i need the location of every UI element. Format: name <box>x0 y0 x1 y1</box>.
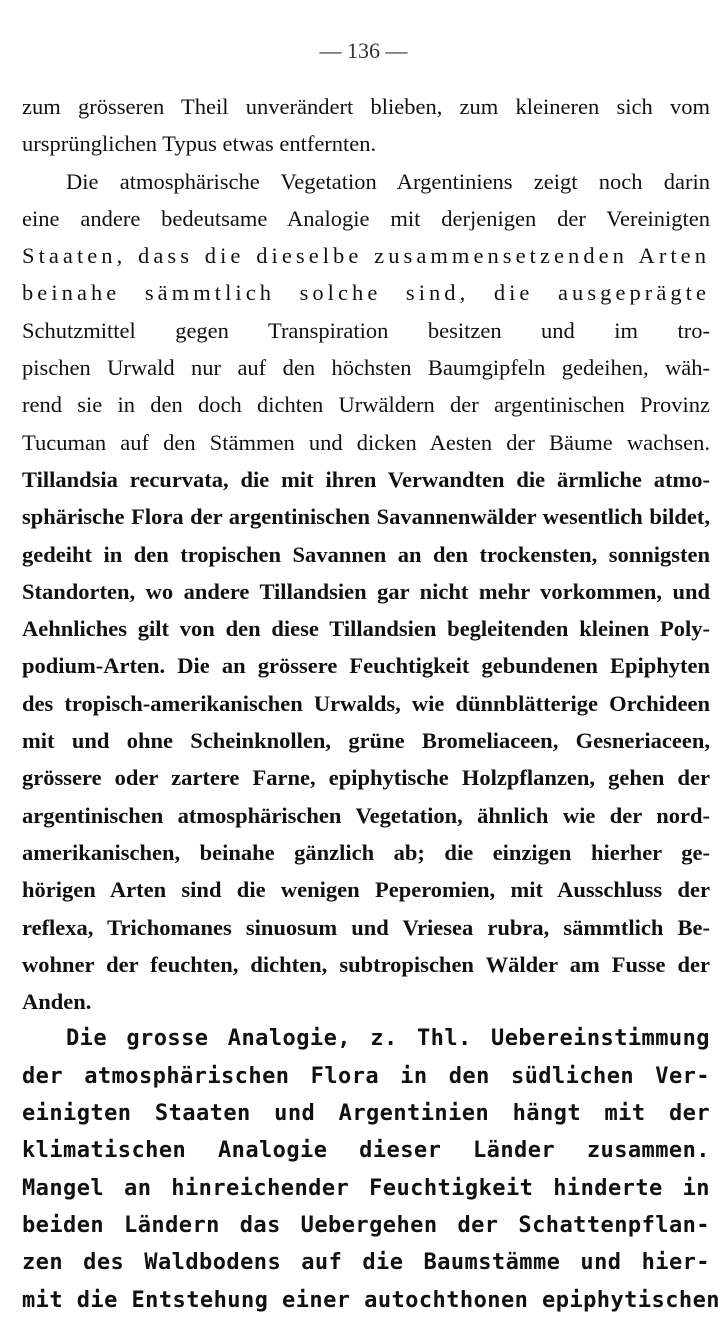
text-line: mit und ohne Scheinknollen, grüne Bromeliaceen, Gesneriaceen, <box>22 728 710 754</box>
text-line: zum grösseren Theil unverändert blieben, zum kleineren sich vom <box>22 94 710 119</box>
text-line: gedeiht in den tropischen Savannen an den trockensten, sonnigsten <box>22 541 710 567</box>
text-line: Die grosse Analogie, z. Thl. Uebereinstimmung <box>66 1026 710 1052</box>
page-body <box>22 88 720 1319</box>
text-line: podium-Arten. Die an grössere Feuchtigkeit gebundenen Epiphyten <box>22 653 710 679</box>
text-line: Tillandsia recurvata, die mit ihren Verwandten die ärmliche atmo- <box>22 466 710 492</box>
paragraph-2 <box>22 163 710 1021</box>
text-line: Schutzmittel gegen Transpiration besitzen und im tro- <box>22 317 710 343</box>
text-line: des tropisch-amerikanischen Urwalds, wie dünnblätterige Orchideen <box>22 690 710 716</box>
paragraph-3 <box>22 1020 720 1318</box>
page-number: — 136 — <box>319 38 408 63</box>
text-line: ursprünglichen Typus etwas entfernten. <box>22 131 377 157</box>
paragraph-1 <box>22 88 710 163</box>
text-line: Tucuman auf den Stämmen und dicken Aesten der Bäume wachsen. <box>22 429 710 455</box>
text-line: mit die Entstehung einer autochthonen epiphytischen <box>22 1287 720 1313</box>
text-line: reflexa, Trichomanes sinuosum und Vriesea rubra, sämmtlich Be- <box>22 914 710 940</box>
text-line: grössere oder zartere Farne, epiphytische Holzpflanzen, gehen der <box>22 765 710 791</box>
text-line: pischen Urwald nur auf den höchsten Baumgipfeln gedeihen, wäh- <box>22 355 710 381</box>
text-line: Anden. <box>22 989 92 1015</box>
text-line: Aehnliches gilt von den diese Tillandsien begleitenden kleinen Poly- <box>22 616 710 642</box>
text-line: beinahe sämmtlich solche sind, die ausgeprägte <box>22 280 710 306</box>
text-line: wohner der feuchten, dichten, subtropischen Wälder am Fusse der <box>22 951 710 977</box>
text-line: beiden Ländern das Uebergehen der Schattenpflan- <box>22 1212 710 1238</box>
text-line: Die atmosphärische Vegetation Argentiniens zeigt noch darin <box>66 168 710 194</box>
text-line: Mangel an hinreichender Feuchtigkeit hinderte in <box>22 1175 710 1201</box>
text-line: sphärische Flora der argentinischen Savannenwälder wesentlich bildet, <box>22 504 710 530</box>
text-line: einigten Staaten und Argentinien hängt mit der <box>22 1101 710 1127</box>
text-line: klimatischen Analogie dieser Länder zusammen. <box>22 1138 710 1164</box>
text-line: argentinischen atmosphärischen Vegetation, ähnlich wie der nord- <box>22 802 710 828</box>
text-line: rend sie in den doch dichten Urwäldern der argentinischen Provinz <box>22 392 710 418</box>
text-line: Standorten, wo andere Tillandsien gar nicht mehr vorkommen, und <box>22 578 710 604</box>
text-line: Staaten, dass die dieselbe zusammensetzenden Arten <box>22 243 710 269</box>
text-line: der atmosphärischen Flora in den südlichen Ver- <box>22 1063 710 1089</box>
text-line: hörigen Arten sind die wenigen Peperomien, mit Ausschluss der <box>22 877 710 903</box>
text-line: amerikanischen, beinahe gänzlich ab; die einzigen hierher ge- <box>22 839 710 865</box>
text-line: eine andere bedeutsame Analogie mit derjenigen der Vereinigten <box>22 205 710 231</box>
text-line: zen des Waldbodens auf die Baumstämme und hier- <box>22 1250 710 1276</box>
